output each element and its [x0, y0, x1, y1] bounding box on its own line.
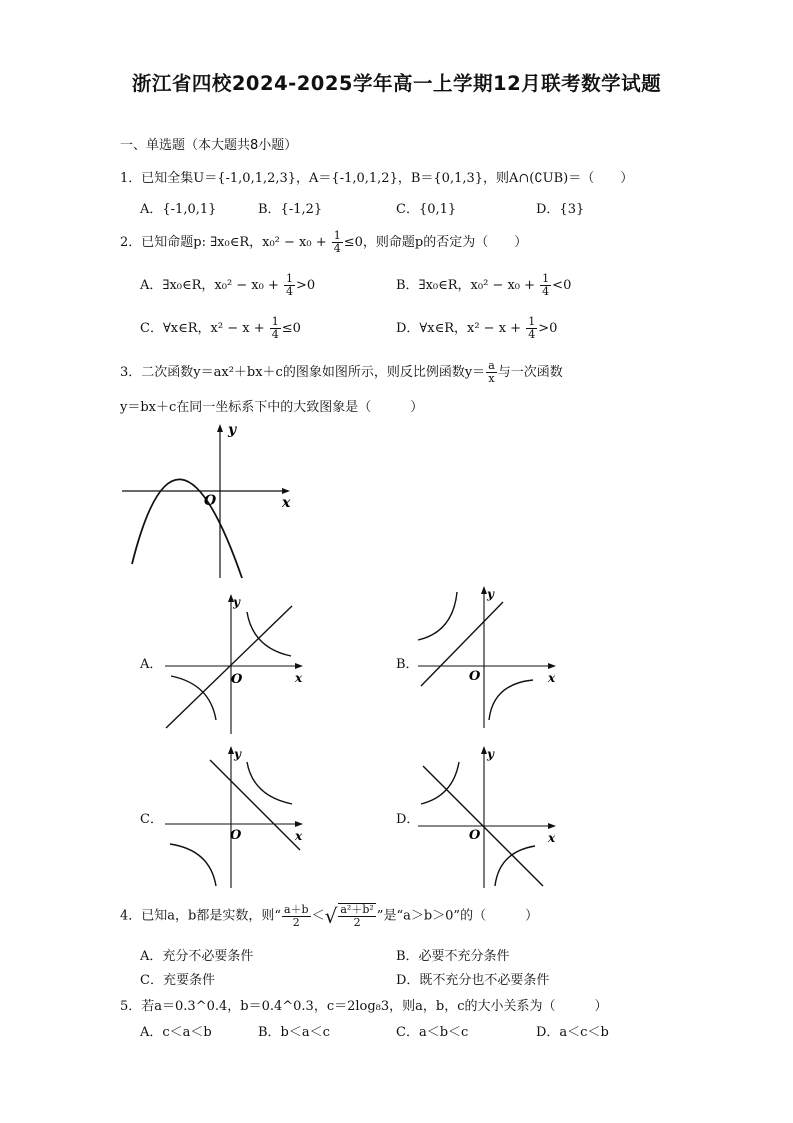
hyperbola-branch-lower-right: [495, 846, 535, 886]
q4-sqrt-den: 2: [353, 916, 361, 930]
x-axis-label: x: [295, 671, 303, 685]
q5-option-c[interactable]: C．a＜b＜c: [396, 1025, 469, 1040]
q4-stem-pre: 4．已知a，b都是实数，则“: [120, 908, 281, 924]
section-heading: 一、单选题（本大题共8小题）: [120, 138, 298, 153]
hyperbola-branch-lower: [170, 844, 216, 886]
q2-option-d[interactable]: [396, 316, 557, 341]
hyperbola-branch-lower: [171, 676, 216, 720]
q4-frac1-num: a＋b: [284, 902, 309, 916]
x-axis-arrow-icon: [282, 488, 290, 494]
question-3-stem-line1: [120, 360, 563, 385]
x-axis-arrow-icon: [548, 823, 556, 829]
q2-a-frac-den: 4: [286, 285, 294, 299]
q3-option-b-graph[interactable]: [413, 580, 563, 730]
q1-option-b[interactable]: B．{-1,2}: [258, 202, 323, 217]
q2-b-frac-num: 1: [542, 272, 550, 285]
q2-b-post: <0: [552, 278, 572, 294]
q3-option-d-label[interactable]: D．: [396, 812, 420, 827]
y-axis-label: y: [487, 747, 494, 761]
q5-option-a[interactable]: A．c＜a＜b: [140, 1025, 212, 1040]
y-axis-label: y: [228, 422, 237, 438]
q3-option-a-label[interactable]: A．: [140, 657, 163, 672]
origin-label: O: [469, 669, 481, 684]
y-axis-label: y: [487, 587, 494, 601]
origin-label: O: [231, 672, 243, 687]
origin-label: O: [230, 828, 242, 843]
x-axis-label: x: [548, 671, 556, 685]
x-axis-label: x: [282, 495, 291, 511]
q2-c-post: ≤0: [281, 321, 301, 337]
q1-option-c[interactable]: C．{0,1}: [396, 202, 457, 217]
q2-d-frac-num: 1: [528, 315, 536, 328]
y-axis-label: y: [234, 747, 241, 761]
q4-stem-post: ”是“a＞b＞0”的（ ）: [376, 908, 539, 924]
question-3-stem-line2: y＝bx＋c在同一坐标系下中的大致图象是（ ）: [120, 400, 424, 415]
q5-option-d[interactable]: D．a＜c＜b: [536, 1025, 609, 1040]
linear-function-line: [421, 602, 503, 686]
question-1-stem: 1．已知全集U＝{-1,0,1,2,3}，A＝{-1,0,1,2}，B＝{0,1,3}，则A∩(∁UB)＝（ ）: [120, 171, 634, 186]
question-2-stem: [120, 230, 527, 255]
origin-label: O: [469, 828, 481, 843]
linear-function-line: [166, 606, 292, 728]
q2-frac-den: 4: [333, 242, 341, 256]
q3-option-d-graph[interactable]: [413, 740, 563, 890]
hyperbola-branch-upper: [247, 762, 292, 804]
q4-option-a[interactable]: A．充分不必要条件: [140, 949, 254, 964]
q2-a-pre: A．∃x₀∈R，x₀² − x₀ +: [140, 278, 284, 294]
q2-option-c[interactable]: [140, 316, 301, 341]
q3-fraction: [486, 360, 497, 385]
parabola-curve: [132, 479, 242, 578]
q3-frac-den: x: [488, 372, 495, 386]
x-axis-arrow-icon: [295, 821, 303, 827]
q4-fraction-mean: [282, 904, 311, 929]
q5-option-b[interactable]: B．b＜a＜c: [258, 1025, 330, 1040]
q1-option-d[interactable]: D．{3}: [536, 202, 585, 217]
q4-option-d[interactable]: D．既不充分也不必要条件: [396, 973, 550, 988]
q2-d-frac-den: 4: [528, 328, 536, 342]
q3-stem-pre: 3．二次函数y＝ax²＋bx＋c的图象如图所示，则反比例函数y＝: [120, 365, 486, 381]
x-axis-arrow-icon: [295, 663, 303, 669]
q2-d-pre: D．∀x∈R，x² − x +: [396, 321, 526, 337]
q2-a-frac-num: 1: [286, 272, 294, 285]
q1-option-a[interactable]: A．{-1,0,1}: [140, 202, 217, 217]
q3-stem-post: 与一次函数: [497, 365, 563, 381]
q2-c-pre: C．∀x∈R，x² − x +: [140, 321, 269, 337]
q2-b-pre: B．∃x₀∈R，x₀² − x₀ +: [396, 278, 540, 294]
q2-b-frac-den: 4: [542, 285, 550, 299]
q3-parabola-figure: [118, 420, 298, 580]
q2-c-fraction: [270, 316, 281, 341]
y-axis-label: y: [233, 595, 240, 609]
q4-fraction-rms: [338, 903, 375, 929]
question-5-stem: 5．若a＝0.3^0.4，b＝0.4^0.3，c＝2log₈3，则a，b，c的大小关系为（ ）: [120, 999, 608, 1014]
page-title: 浙江省四校2024-2025学年高一上学期12月联考数学试题: [131, 72, 662, 95]
q2-option-a[interactable]: [140, 273, 315, 298]
q2-a-fraction: [284, 273, 295, 298]
q4-sqrt-num: a²＋b²: [340, 903, 374, 916]
q2-frac-num: 1: [333, 229, 341, 242]
q2-c-frac-den: 4: [271, 328, 279, 342]
q2-d-fraction: [526, 316, 537, 341]
x-axis-arrow-icon: [548, 663, 556, 669]
linear-function-line: [210, 760, 300, 850]
hyperbola-branch-upper: [247, 612, 291, 656]
origin-label: O: [204, 493, 217, 509]
q4-less-than: ＜: [311, 908, 325, 924]
q2-b-fraction: [540, 273, 551, 298]
q3-option-c-label[interactable]: C．: [140, 812, 163, 827]
sqrt-icon: √: [324, 904, 338, 929]
q2-d-post: >0: [538, 321, 558, 337]
q2-fraction: [332, 230, 343, 255]
x-axis-label: x: [295, 829, 303, 843]
q2-stem-pre: 2．已知命题p: ∃x₀∈R，x₀² − x₀ +: [120, 235, 331, 251]
q2-a-post: >0: [296, 278, 316, 294]
q3-frac-num: a: [488, 359, 495, 372]
q4-frac1-den: 2: [292, 915, 300, 929]
hyperbola-branch-lower-right: [489, 680, 533, 720]
q4-option-b[interactable]: B．必要不充分条件: [396, 949, 510, 964]
q2-option-b[interactable]: [396, 273, 571, 298]
q4-option-c[interactable]: C．充要条件: [140, 973, 215, 988]
q2-stem-post: ≤0，则命题p的否定为（ ）: [343, 235, 528, 251]
x-axis-label: x: [548, 831, 556, 845]
q3-option-a-graph[interactable]: [160, 588, 310, 738]
hyperbola-branch-upper-left: [418, 592, 457, 640]
q3-option-b-label[interactable]: B．: [396, 657, 419, 672]
y-axis-arrow-icon: [217, 424, 223, 432]
question-4-stem: [120, 903, 538, 929]
q2-c-frac-num: 1: [271, 315, 279, 328]
q3-option-c-graph[interactable]: [160, 740, 310, 890]
